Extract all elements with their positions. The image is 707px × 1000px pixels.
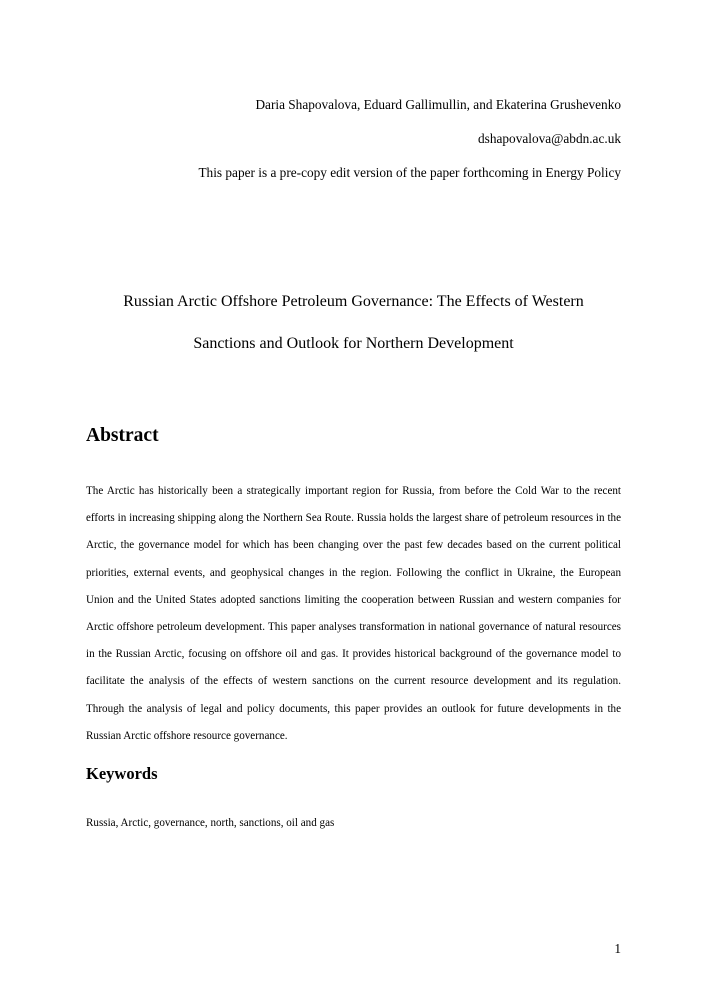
paper-title-line-1: Russian Arctic Offshore Petroleum Governance: The Effects of Western (123, 293, 584, 310)
author-email: dshapovalova@abdn.ac.uk (478, 131, 621, 146)
abstract-text: The Arctic has historically been a strategically important region for Russia, from before the Cold War to the recent efforts in increasing shipping along the Northern Sea Route. Russia holds the largest share of petroleum resources in the Arctic, the governance model for which has been changing over the past few decades based on the current political priorities, external events, and geophysical changes in the region. Following the conflict in Ukraine, the European Union and the United States adopted sanctions limiting the cooperation between Russian and western companies for Arctic offshore petroleum development. This paper analyses transformation in national governance of natural resources in the Russian Arctic, focusing on offshore oil and gas. It provides historical background of the governance model to facilitate the analysis of the effects of western sanctions on the current resource development and its regulation. Through the analysis of legal and policy documents, this paper provides an outlook for future developments in the Russian Arctic offshore resource governance. (86, 485, 621, 742)
author-names: Daria Shapovalova, Eduard Gallimullin, and Ekaterina Grushevenko (255, 97, 621, 112)
publication-note: This paper is a pre-copy edit version of the paper forthcoming in Energy Policy (198, 165, 621, 180)
keywords-heading: Keywords (86, 764, 158, 783)
paper-title (86, 287, 621, 371)
page-number: 1 (614, 941, 621, 956)
paper-title-line-2: Sanctions and Outlook for Northern Development (193, 335, 514, 352)
keywords-list: Russia, Arctic, governance, north, sanctions, oil and gas (86, 817, 335, 829)
abstract-heading: Abstract (86, 425, 159, 446)
author-block (198, 88, 621, 190)
